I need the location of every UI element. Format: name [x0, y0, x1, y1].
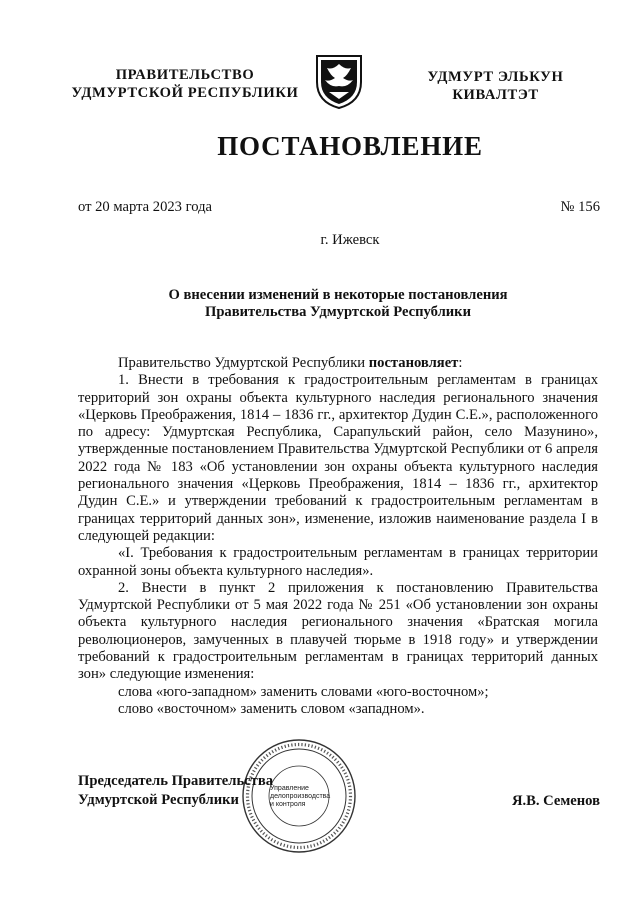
document-type: ПОСТАНОВЛЕНИЕ [217, 131, 483, 161]
signatory-position-line-2: Удмуртской Республики [78, 792, 239, 808]
document-number: № 156 [560, 199, 600, 215]
issuer-line-udm-2: КИВАЛТЭТ [452, 87, 539, 103]
intro-paragraph [78, 355, 598, 372]
paragraph-1: 1. Внести в требования к градостроительным регламентам в границах территорий зон охраны объекта культурного наследия регионального значения «Церковь Преображения, 1814 – 1836 гг., архитектор Дудин С.Е.», расположенного по адресу: Удмуртская Республика, Сарапульский район, село Мазунино», утвержденные постановлением Правительства Удмуртской Республики от 6 апреля 2022 года № 183 «Об установлении зон охраны объекта культурного наследия регионального значения «Церковь Преображения, 1814 – 1836 гг., архитектор Дудин С.Е.» и утверждении требований к градостроительным регламентам в границах территорий данных зон», изменение, изложив наименование раздела I в следующей редакции: [78, 372, 598, 544]
stamp-text [270, 785, 338, 809]
paragraph-2-change-a: слова «юго-западном» заменить словами «юго-восточном»; [118, 683, 489, 700]
document-title [78, 287, 598, 321]
document-body [78, 355, 598, 718]
intro-verb: постановляет [368, 355, 459, 371]
coat-of-arms-icon [313, 52, 365, 110]
signatory-position-line-1: Председатель Правительства [78, 773, 274, 789]
issuer-line-2: УДМУРТСКОЙ РЕСПУБЛИКИ [71, 85, 299, 101]
paragraph-2-change-b: слово «восточном» заменить словом «западном». [118, 700, 425, 717]
paragraph-1-quote: «I. Требования к градостроительным регламентам в границах территории охранной зоны объекта культурного наследия». [78, 545, 598, 579]
issuer-line-udm-1: УДМУРТ ЭЛЬКУН [427, 69, 564, 85]
issuer-header-ru [60, 66, 310, 102]
signatory-name: Я.В. Семенов [511, 793, 600, 809]
signatory-position [78, 772, 273, 810]
paragraph-2: 2. Внести в пункт 2 приложения к постановлению Правительства Удмуртской Республики от 5 мая 2022 года № 251 «Об установлении зон охраны объекта культурного наследия регионального значения «Братская могила революционеров, замученных в плавучей тюрьме в 1918 году» и утверждении требований к градостроительным регламентам в границах территорий данных зон» следующие изменения: [78, 579, 598, 683]
issuer-header-udm [388, 68, 603, 104]
title-line-1: О внесении изменений в некоторые постановления [168, 287, 508, 303]
stamp-line-1: Управление [270, 785, 309, 792]
stamp-line-2: делопроизводства [270, 793, 331, 800]
intro-colon: : [458, 355, 463, 371]
intro-text: Правительство Удмуртской Республики [118, 355, 369, 371]
document-date: от 20 марта 2023 года [78, 199, 213, 215]
stamp-line-3: и контроля [270, 801, 306, 808]
title-line-2: Правительства Удмуртской Республики [204, 304, 472, 320]
issuer-line-1: ПРАВИТЕЛЬСТВО [115, 67, 255, 83]
document-city: г. Ижевск [320, 232, 380, 248]
